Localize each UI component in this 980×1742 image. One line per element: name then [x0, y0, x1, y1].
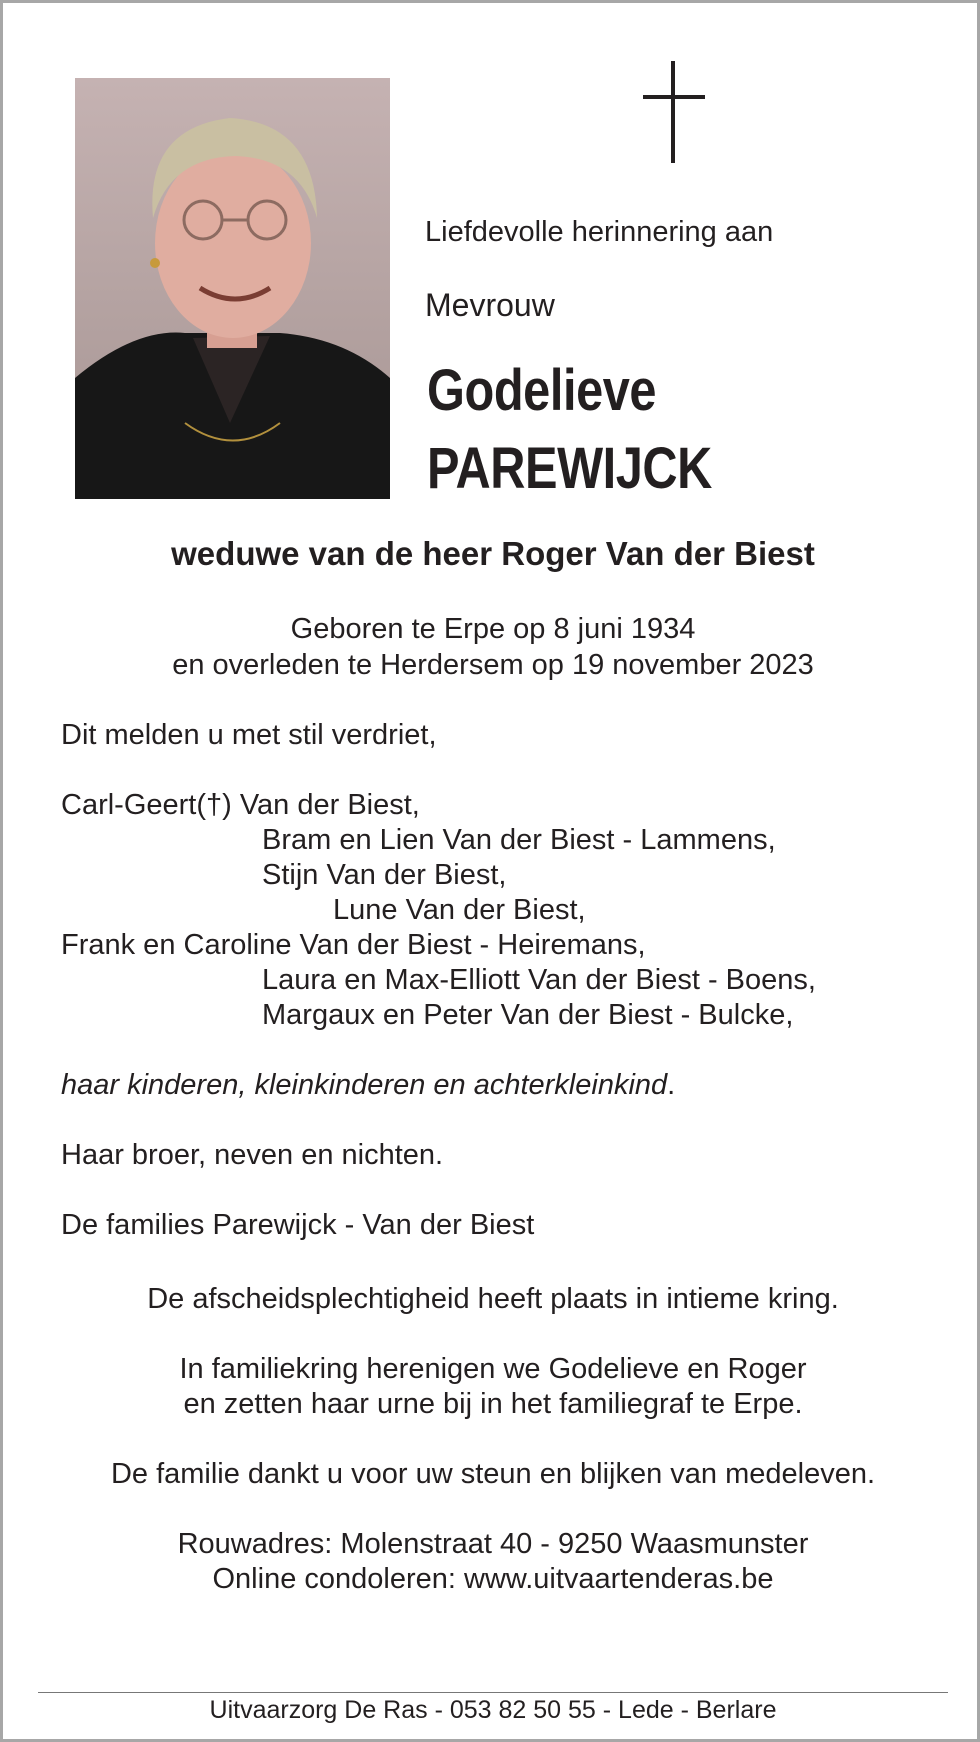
- family-line: Frank en Caroline Van der Biest - Heiremans,: [61, 929, 646, 961]
- reunion-line-1: In familiekring herenigen we Godelieve en Roger: [179, 1353, 807, 1385]
- dates-block: [3, 611, 980, 683]
- death-line: en overleden te Herdersem op 19 november 2023: [172, 649, 814, 681]
- address-line: Rouwadres: Molenstraat 40 - 9250 Waasmunster: [177, 1528, 809, 1560]
- birth-line: Geboren te Erpe op 8 juni 1934: [290, 613, 696, 645]
- family-line: Margaux en Peter Van der Biest - Bulcke,: [262, 999, 794, 1031]
- first-name: Godelieve: [427, 358, 657, 423]
- title-text: Mevrouw: [425, 287, 555, 323]
- thanks-line: De familie dankt u voor uw steun en blijken van medeleven.: [110, 1458, 876, 1490]
- family-line: Stijn Van der Biest,: [262, 859, 507, 891]
- families-line: De families Parewijck - Van der Biest: [61, 1209, 535, 1241]
- announcement-line: Dit melden u met stil verdriet,: [61, 719, 437, 751]
- relations-period: .: [667, 1069, 676, 1101]
- family-line: Bram en Lien Van der Biest - Lammens,: [262, 824, 776, 856]
- ceremony-line: De afscheidsplechtigheid heeft plaats in intieme kring.: [147, 1283, 839, 1315]
- family-line: Lune Van der Biest,: [333, 894, 586, 926]
- last-name: PAREWIJCK: [427, 436, 712, 501]
- family-line: Laura en Max-Elliott Van der Biest - Boens,: [262, 964, 816, 996]
- cross-icon: [643, 61, 705, 163]
- relations-line: [61, 1069, 675, 1102]
- portrait-photo: [75, 78, 390, 499]
- relations-italic: haar kinderen, kleinkinderen en achterkleinkind: [61, 1069, 668, 1101]
- footer-divider: [38, 1692, 948, 1693]
- intro-text: Liefdevolle herinnering aan: [425, 216, 774, 248]
- reunion-line-2: en zetten haar urne bij in het familiegraf te Erpe.: [183, 1388, 803, 1420]
- footer-text: Uitvaarzorg De Ras - 053 82 50 55 - Lede - Berlare: [209, 1696, 777, 1724]
- family-line: Carl-Geert(†) Van der Biest,: [61, 789, 420, 821]
- siblings-line: Haar broer, neven en nichten.: [61, 1139, 444, 1171]
- online-condolence-line: Online condoleren: www.uitvaartenderas.be: [212, 1563, 774, 1595]
- widow-line: weduwe van de heer Roger Van der Biest: [171, 535, 815, 572]
